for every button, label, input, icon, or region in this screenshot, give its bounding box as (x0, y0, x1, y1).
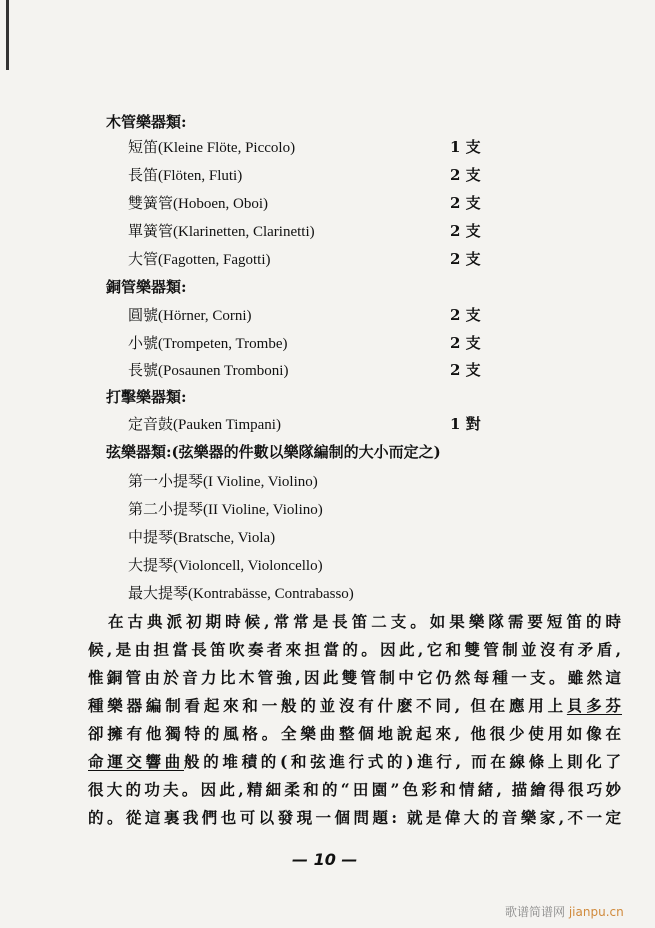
item-en: (Bratsche, Viola) (173, 530, 276, 546)
list-item (128, 193, 268, 214)
item-count: 1 對 (450, 415, 481, 433)
list-item (128, 333, 287, 354)
section-heading: 銅管樂器類: (106, 278, 187, 296)
section-heading: 木管樂器類: (106, 113, 187, 131)
item-en: (Kontrabässe, Contrabasso) (188, 586, 354, 602)
scan-edge (6, 0, 9, 70)
list-item (128, 360, 288, 381)
paragraph-line: 的。從這裏我們也可以發現一個問題: 就是偉大的音樂家,不一定 (88, 808, 622, 827)
list-item (128, 165, 242, 186)
paragraph-line: 卻擁有他獨特的風格。全樂曲整個地說起來, 他很少使用如像在 (88, 724, 622, 743)
item-en: (Trompeten, Trombe) (158, 336, 288, 352)
underlined-name: 貝多芬 (566, 696, 622, 715)
section-heading: 弦樂器類:(弦樂器的件數以樂隊編制的大小而定之) (106, 443, 441, 461)
item-en: (Hörner, Corni) (158, 308, 252, 324)
paragraph-line: 在古典派初期時候,常常是長笛二支。如果樂隊需要短笛的時 (108, 612, 622, 631)
item-count: 2 支 (450, 222, 481, 240)
underlined-title: 命運交響曲 (88, 752, 184, 771)
paragraph-line: 很大的功夫。因此,精細柔和的“田園”色彩和情緒, 描繪得很巧妙 (88, 780, 622, 799)
item-zh: 第二小提琴 (128, 500, 204, 518)
item-en: (Kleine Flöte, Piccolo) (158, 140, 296, 156)
list-item (128, 471, 318, 492)
list-item (128, 583, 354, 604)
list-item (128, 137, 295, 158)
watermark-domain: jianpu.cn (568, 905, 624, 919)
item-en: (Pauken Timpani) (173, 417, 281, 433)
page-number: — 10 — (292, 850, 358, 869)
paragraph-line (88, 752, 622, 772)
section-heading: 打擊樂器類: (106, 388, 187, 406)
item-count: 2 支 (450, 306, 481, 324)
list-item (128, 555, 323, 576)
item-en: (Flöten, Fluti) (158, 168, 243, 184)
paragraph-line: 候,是由担當長笛吹奏者來担當的。因此,它和雙管制並沒有矛盾, (88, 640, 622, 659)
item-count: 2 支 (450, 250, 481, 268)
item-count: 2 支 (450, 334, 481, 352)
item-zh: 大管 (128, 250, 159, 268)
text: 般的堆積的(和弦進行式的)進行, 而在線條上則化了 (184, 752, 622, 771)
item-zh: 小號 (128, 334, 159, 352)
item-en: (I Violine, Violino) (203, 474, 318, 490)
item-en: (Posaunen Tromboni) (158, 363, 289, 379)
paragraph-line (88, 696, 622, 716)
watermark-name: 歌谱简谱网 (505, 905, 566, 919)
item-en: (Fagotten, Fagotti) (158, 252, 271, 268)
item-en: (Klarinetten, Clarinetti) (173, 224, 315, 240)
item-en: (Hoboen, Oboi) (173, 196, 268, 212)
item-count: 2 支 (450, 194, 481, 212)
item-zh: 最大提琴 (128, 584, 189, 602)
item-zh: 長笛 (128, 166, 159, 184)
list-item (128, 249, 271, 270)
item-count: 2 支 (450, 361, 481, 379)
paragraph-line: 惟銅管由於音力比木管強,因此雙管制中它仍然每種一支。雖然這 (88, 668, 622, 687)
item-zh: 長號 (128, 361, 159, 379)
watermark (505, 903, 624, 920)
item-zh: 圓號 (128, 306, 159, 324)
item-zh: 定音鼓 (128, 415, 174, 433)
item-en: (II Violine, Violino) (203, 502, 323, 518)
item-zh: 大提琴 (128, 556, 174, 574)
item-zh: 中提琴 (128, 528, 174, 546)
item-zh: 短笛 (128, 138, 159, 156)
list-item (128, 414, 281, 435)
item-en: (Violoncell, Violoncello) (173, 558, 323, 574)
list-item (128, 527, 275, 548)
text: 種樂器編制看起來和一般的並沒有什麽不同, 但在應用上 (88, 696, 567, 715)
item-count: 1 支 (450, 138, 481, 156)
list-item (128, 221, 315, 242)
item-zh: 單簧管 (128, 222, 174, 240)
item-zh: 第一小提琴 (128, 472, 204, 490)
item-zh: 雙簧管 (128, 194, 174, 212)
list-item (128, 499, 323, 520)
item-count: 2 支 (450, 166, 481, 184)
list-item (128, 305, 252, 326)
